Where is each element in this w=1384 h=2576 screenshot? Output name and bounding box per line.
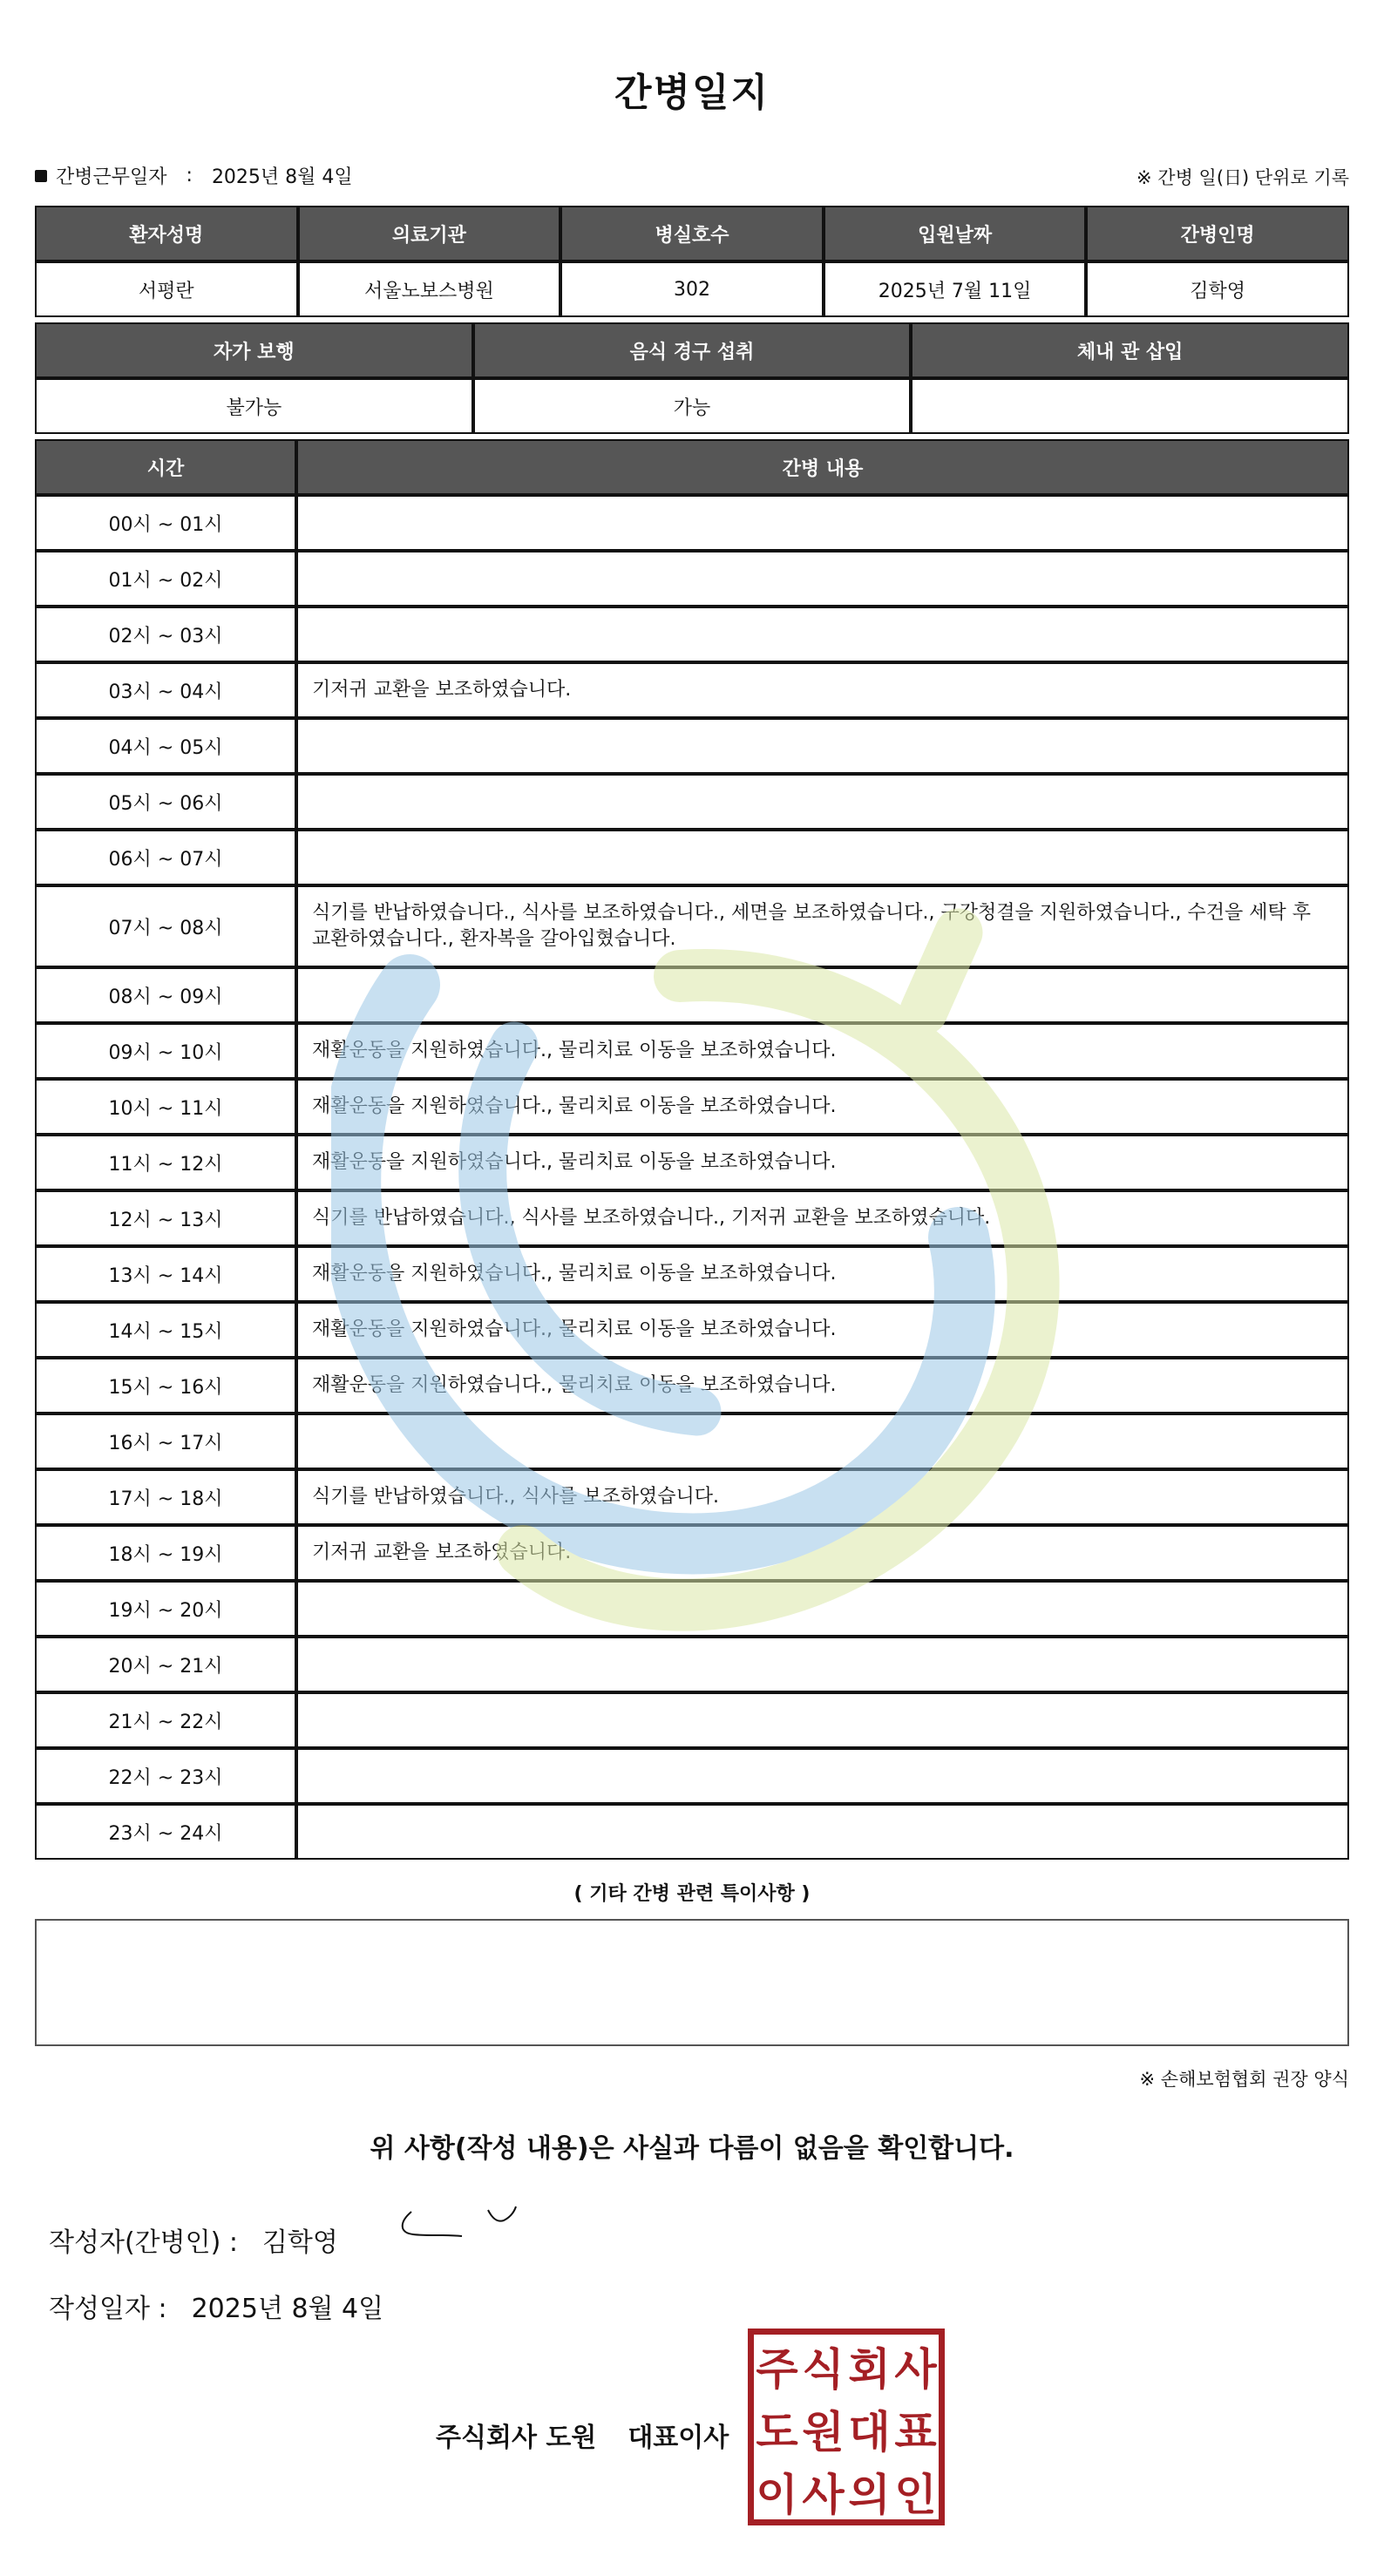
care-log-row xyxy=(35,607,1349,662)
care-log-row xyxy=(35,1692,1349,1748)
time-slot: 22시 ~ 23시 xyxy=(35,1748,296,1804)
care-log-row xyxy=(35,662,1349,718)
confirmation-statement: 위 사항(작성 내용)은 사실과 다름이 없음을 확인합니다. xyxy=(370,2133,1014,2164)
time-slot: 03시 ~ 04시 xyxy=(35,662,296,718)
time-slot: 07시 ~ 08시 xyxy=(35,885,296,967)
writer-label: 작성자(간병인) : xyxy=(49,2227,238,2258)
care-log-row xyxy=(35,1079,1349,1135)
care-content xyxy=(296,1748,1349,1804)
walking-value: 불가능 xyxy=(35,378,473,434)
seal-character: 식 xyxy=(802,2344,845,2395)
time-slot: 14시 ~ 15시 xyxy=(35,1302,296,1358)
time-slot: 02시 ~ 03시 xyxy=(35,607,296,662)
care-content xyxy=(296,718,1349,774)
care-log-row xyxy=(35,495,1349,551)
admission-date-value: 2025년 7월 11일 xyxy=(824,261,1087,317)
remarks-title: ( 기타 간병 관련 특이사항 ) xyxy=(573,1883,811,1905)
time-slot: 23시 ~ 24시 xyxy=(35,1804,296,1860)
care-content: 재활운동을 지원하였습니다., 물리치료 이동을 보조하였습니다. xyxy=(296,1302,1349,1358)
company-seal-icon xyxy=(748,2329,945,2525)
time-slot: 11시 ~ 12시 xyxy=(35,1135,296,1190)
time-slot: 21시 ~ 22시 xyxy=(35,1692,296,1748)
unit-note: ※ 간병 일(日) 단위로 기록 xyxy=(1136,167,1349,188)
care-log-row xyxy=(35,967,1349,1023)
writer-row xyxy=(49,2220,338,2259)
seal-character: 표 xyxy=(894,2407,937,2457)
hospital-value: 서울노보스병원 xyxy=(298,261,561,317)
document-title: 간병일지 xyxy=(614,71,770,115)
care-content: 재활운동을 지원하였습니다., 물리치료 이동을 보조하였습니다. xyxy=(296,1246,1349,1302)
date-label: 작성일자 : xyxy=(49,2294,167,2324)
work-date-label: 간병근무일자 xyxy=(56,166,167,188)
care-content xyxy=(296,967,1349,1023)
header-hospital: 의료기관 xyxy=(298,206,561,261)
care-content xyxy=(296,1804,1349,1860)
care-content xyxy=(296,551,1349,607)
company-title: 대표이사 xyxy=(628,2423,729,2453)
date-row xyxy=(49,2287,383,2325)
care-log-row xyxy=(35,1469,1349,1525)
care-log-table xyxy=(35,439,1349,1860)
care-content xyxy=(296,1581,1349,1637)
care-content: 재활운동을 지원하였습니다., 물리치료 이동을 보조하였습니다. xyxy=(296,1135,1349,1190)
status-header-row xyxy=(35,322,1349,378)
care-log-row xyxy=(35,1135,1349,1190)
room-number-value: 302 xyxy=(560,261,824,317)
care-log-row xyxy=(35,1023,1349,1079)
care-log-row xyxy=(35,1637,1349,1692)
care-log-row xyxy=(35,551,1349,607)
care-log-row xyxy=(35,1581,1349,1637)
seal-character: 회 xyxy=(848,2344,891,2395)
seal-character: 사 xyxy=(894,2344,937,2395)
bullet-square-icon xyxy=(35,170,47,182)
company-row xyxy=(436,2416,729,2454)
care-content xyxy=(296,1637,1349,1692)
care-log-row xyxy=(35,718,1349,774)
status-value-row xyxy=(35,378,1349,434)
care-content: 식기를 반납하였습니다., 식사를 보조하였습니다., 기저귀 교환을 보조하였습니다. xyxy=(296,1190,1349,1246)
work-date-value: 2025년 8월 4일 xyxy=(211,166,353,188)
header-care-content: 간병 내용 xyxy=(296,439,1349,495)
care-log-row xyxy=(35,1413,1349,1469)
company-name: 주식회사 도원 xyxy=(436,2423,597,2453)
care-log-row xyxy=(35,1302,1349,1358)
header-walking: 자가 보행 xyxy=(35,322,473,378)
time-slot: 16시 ~ 17시 xyxy=(35,1413,296,1469)
oral-intake-value: 가능 xyxy=(473,378,912,434)
header-time: 시간 xyxy=(35,439,296,495)
care-content xyxy=(296,830,1349,885)
care-content: 재활운동을 지원하였습니다., 물리치료 이동을 보조하였습니다. xyxy=(296,1023,1349,1079)
care-log-row xyxy=(35,885,1349,967)
patient-status-table xyxy=(35,322,1349,434)
header-oral-intake: 음식 경구 섭취 xyxy=(473,322,912,378)
date-value: 2025년 8월 4일 xyxy=(191,2294,384,2324)
time-slot: 04시 ~ 05시 xyxy=(35,718,296,774)
care-content xyxy=(296,1692,1349,1748)
signature-icon xyxy=(392,2196,532,2257)
care-log-row xyxy=(35,830,1349,885)
care-log-body xyxy=(35,495,1349,1860)
caregiver-name-value: 김학영 xyxy=(1086,261,1349,317)
tube-insertion-value xyxy=(911,378,1349,434)
header-caregiver-name: 간병인명 xyxy=(1086,206,1349,261)
care-log-header-row xyxy=(35,439,1349,495)
care-log-row xyxy=(35,1804,1349,1860)
header-admission-date: 입원날짜 xyxy=(824,206,1087,261)
care-content: 기저귀 교환을 보조하였습니다. xyxy=(296,662,1349,718)
work-date-separator: : xyxy=(186,165,193,186)
time-slot: 08시 ~ 09시 xyxy=(35,967,296,1023)
source-note: ※ 손해보험협회 권장 양식 xyxy=(1139,2069,1349,2090)
header-room-number: 병실호수 xyxy=(560,206,824,261)
time-slot: 12시 ~ 13시 xyxy=(35,1190,296,1246)
patient-info-table xyxy=(35,206,1349,317)
patient-info-value-row xyxy=(35,261,1349,317)
care-log-row xyxy=(35,1358,1349,1413)
patient-name-value: 서평란 xyxy=(35,261,298,317)
time-slot: 09시 ~ 10시 xyxy=(35,1023,296,1079)
seal-character: 주 xyxy=(756,2344,798,2395)
care-log-row xyxy=(35,1246,1349,1302)
time-slot: 01시 ~ 02시 xyxy=(35,551,296,607)
time-slot: 17시 ~ 18시 xyxy=(35,1469,296,1525)
time-slot: 19시 ~ 20시 xyxy=(35,1581,296,1637)
time-slot: 06시 ~ 07시 xyxy=(35,830,296,885)
seal-character: 의 xyxy=(848,2470,891,2520)
time-slot: 10시 ~ 11시 xyxy=(35,1079,296,1135)
seal-character: 대 xyxy=(848,2407,891,2457)
header-patient-name: 환자성명 xyxy=(35,206,298,261)
care-log-row xyxy=(35,774,1349,830)
care-content xyxy=(296,495,1349,551)
time-slot: 05시 ~ 06시 xyxy=(35,774,296,830)
seal-character: 이 xyxy=(756,2470,798,2520)
patient-info-header-row xyxy=(35,206,1349,261)
care-content xyxy=(296,1413,1349,1469)
remarks-box xyxy=(35,1919,1349,2046)
seal-character: 인 xyxy=(894,2470,937,2520)
time-slot: 20시 ~ 21시 xyxy=(35,1637,296,1692)
care-content: 재활운동을 지원하였습니다., 물리치료 이동을 보조하였습니다. xyxy=(296,1358,1349,1413)
care-log-row xyxy=(35,1525,1349,1581)
care-content xyxy=(296,607,1349,662)
care-content: 재활운동을 지원하였습니다., 물리치료 이동을 보조하였습니다. xyxy=(296,1079,1349,1135)
time-slot: 15시 ~ 16시 xyxy=(35,1358,296,1413)
care-content xyxy=(296,774,1349,830)
care-content: 식기를 반납하였습니다., 식사를 보조하였습니다., 세면을 보조하였습니다., 구강청결을 지원하였습니다., 수건을 세탁 후 교환하였습니다., 환자복을 갈아입혔습니다. xyxy=(296,885,1349,967)
time-slot: 18시 ~ 19시 xyxy=(35,1525,296,1581)
seal-character: 사 xyxy=(802,2470,845,2520)
time-slot: 00시 ~ 01시 xyxy=(35,495,296,551)
time-slot: 13시 ~ 14시 xyxy=(35,1246,296,1302)
care-content: 기저귀 교환을 보조하였습니다. xyxy=(296,1525,1349,1581)
care-content: 식기를 반납하였습니다., 식사를 보조하였습니다. xyxy=(296,1469,1349,1525)
writer-name: 김학영 xyxy=(261,2227,338,2258)
care-log-row xyxy=(35,1748,1349,1804)
seal-character: 원 xyxy=(802,2407,845,2457)
header-tube-insertion: 체내 관 삽입 xyxy=(911,322,1349,378)
care-log-row xyxy=(35,1190,1349,1246)
seal-character: 도 xyxy=(756,2407,798,2457)
work-date-row xyxy=(35,162,353,189)
